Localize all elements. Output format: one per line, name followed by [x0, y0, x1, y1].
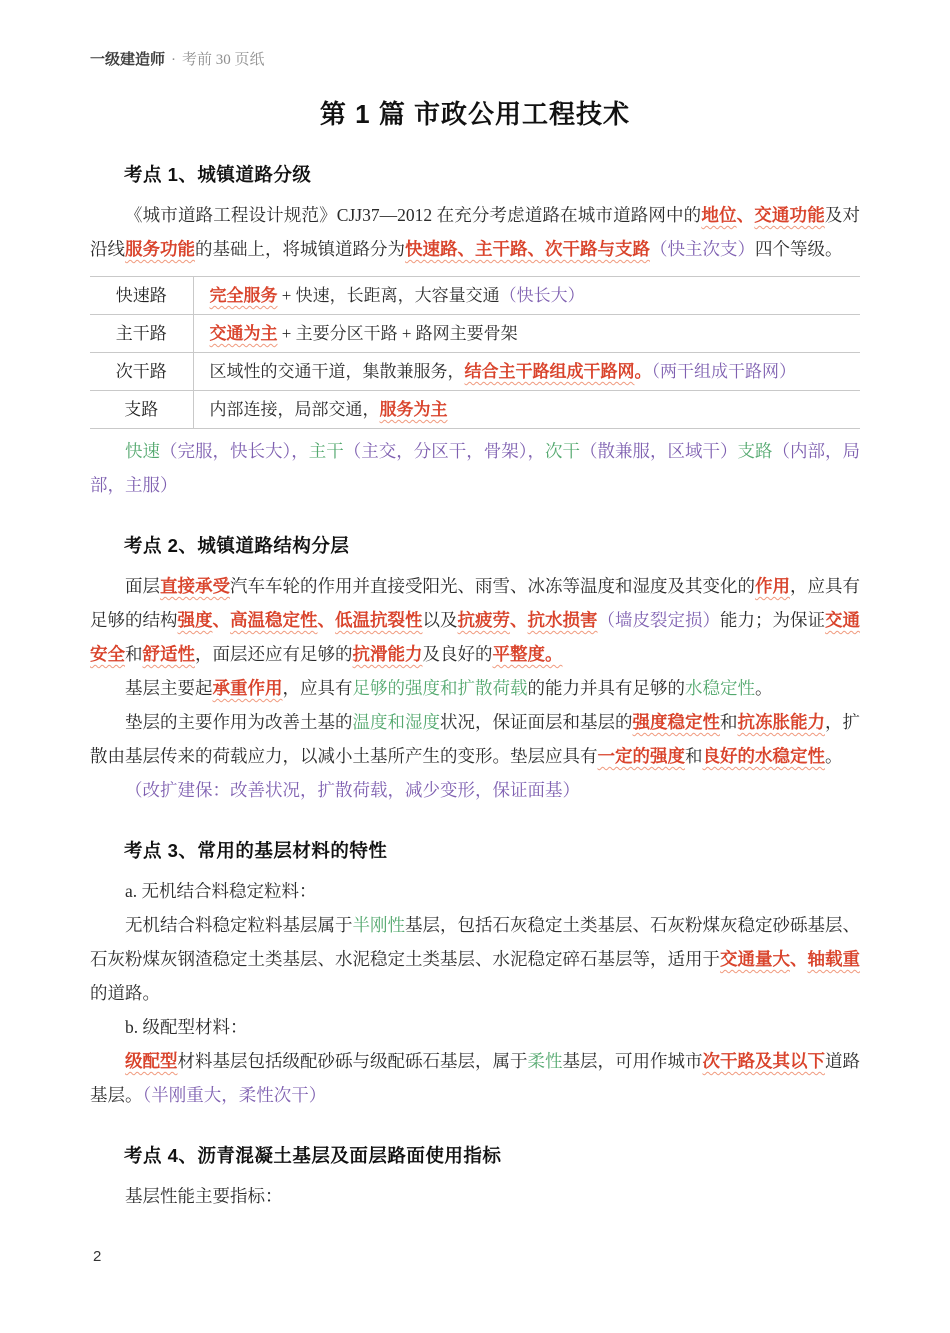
road-class-table [90, 276, 860, 429]
section-kaodian-2 [90, 532, 860, 807]
section-2-heading: 考点 2、城镇道路结构分层 [124, 535, 350, 556]
road-class-cell: 快速路 [90, 277, 193, 315]
section-1-mnemonic-note: 快速（完服，快长大），主干（主交，分区干，骨架），次干（散兼服，区域干）支路（内部，局部，主服） [90, 441, 860, 495]
header-separator: · [171, 52, 177, 68]
surface-layer-paragraph: 面层直接承受汽车车轮的作用并直接受阳光、雨雪、冰冻等温度和湿度及其变化的作用，应具有足够的结构强度、高温稳定性、低温抗裂性以及抗疲劳、抗水损害（墙皮裂定损）能力；为保证交通安全和舒适性，面层还应有足够的抗滑能力及良好的平整度。 [90, 576, 860, 664]
section-kaodian-3 [90, 837, 860, 1112]
inorganic-binder-paragraph: 无机结合料稳定粒料基层属于半刚性基层，包括石灰稳定土类基层、石灰粉煤灰稳定砂砾基层、石灰粉煤灰钢渣稳定土类基层、水泥稳定土类基层、水泥稳定碎石基层等，适用于交通量大、轴载重的道路。 [90, 915, 860, 1003]
section-kaodian-1 [90, 161, 860, 502]
section-kaodian-4 [90, 1142, 860, 1213]
table-row-expressway [90, 277, 860, 315]
graded-material-paragraph: 级配型材料基层包括级配砂砾与级配砾石基层，属于柔性基层，可用作城市次干路及其以下道路基层。（半刚重大，柔性次干） [90, 1051, 860, 1105]
cushion-layer-paragraph: 垫层的主要作用为改善土基的温度和湿度状况，保证面层和基层的强度稳定性和抗冻胀能力，扩散由基层传来的荷载应力，以减小土基所产生的变形。垫层应具有一定的强度和良好的水稳定性。 [90, 712, 860, 766]
road-desc-cell: 完全服务 + 快速，长距离，大容量交通（快长大） [193, 277, 860, 315]
table-row-arterial [90, 315, 860, 353]
section-1-intro-paragraph: 《城市道路工程设计规范》CJJ37—2012 在充分考虑道路在城市道路网中的地位、交通功能及对沿线服务功能的基础上，将城镇道路分为快速路、主干路、次干路与支路（快主次支）四个等级。 [90, 205, 861, 259]
base-performance-paragraph: 基层性能主要指标： [125, 1186, 283, 1206]
road-desc-cell: 交通为主 + 主要分区干路 + 路网主要骨架 [193, 315, 860, 353]
header-subtitle: 考前 30 页纸 [182, 52, 265, 68]
road-class-cell: 支路 [90, 391, 193, 429]
item-a-label: a. 无机结合料稳定粒料： [125, 881, 317, 901]
page-title: 第 1 篇 市政公用工程技术 [319, 99, 631, 129]
item-b-label: b. 级配型材料： [125, 1017, 248, 1037]
road-class-cell: 主干路 [90, 315, 193, 353]
page-number: 2 [93, 1248, 102, 1265]
brand-label: 一级建造师 [90, 51, 166, 68]
section-2-mnemonic-note: （改扩建保：改善状况，扩散荷载，减少变形，保证面基） [125, 780, 580, 800]
section-4-heading: 考点 4、沥青混凝土基层及面层路面使用指标 [124, 1145, 502, 1166]
section-1-heading: 考点 1、城镇道路分级 [124, 164, 312, 185]
base-layer-paragraph: 基层主要起承重作用，应具有足够的强度和扩散荷载的能力并具有足够的水稳定性。 [125, 678, 773, 698]
table-row-secondary [90, 353, 860, 391]
table-row-branch [90, 391, 860, 429]
road-desc-cell: 内部连接，局部交通，服务为主 [193, 391, 860, 429]
section-3-heading: 考点 3、常用的基层材料的特性 [124, 840, 388, 861]
page-header [90, 50, 860, 70]
road-class-cell: 次干路 [90, 353, 193, 391]
road-desc-cell: 区域性的交通干道，集散兼服务，结合主干路组成干路网。（两干组成干路网） [193, 353, 860, 391]
